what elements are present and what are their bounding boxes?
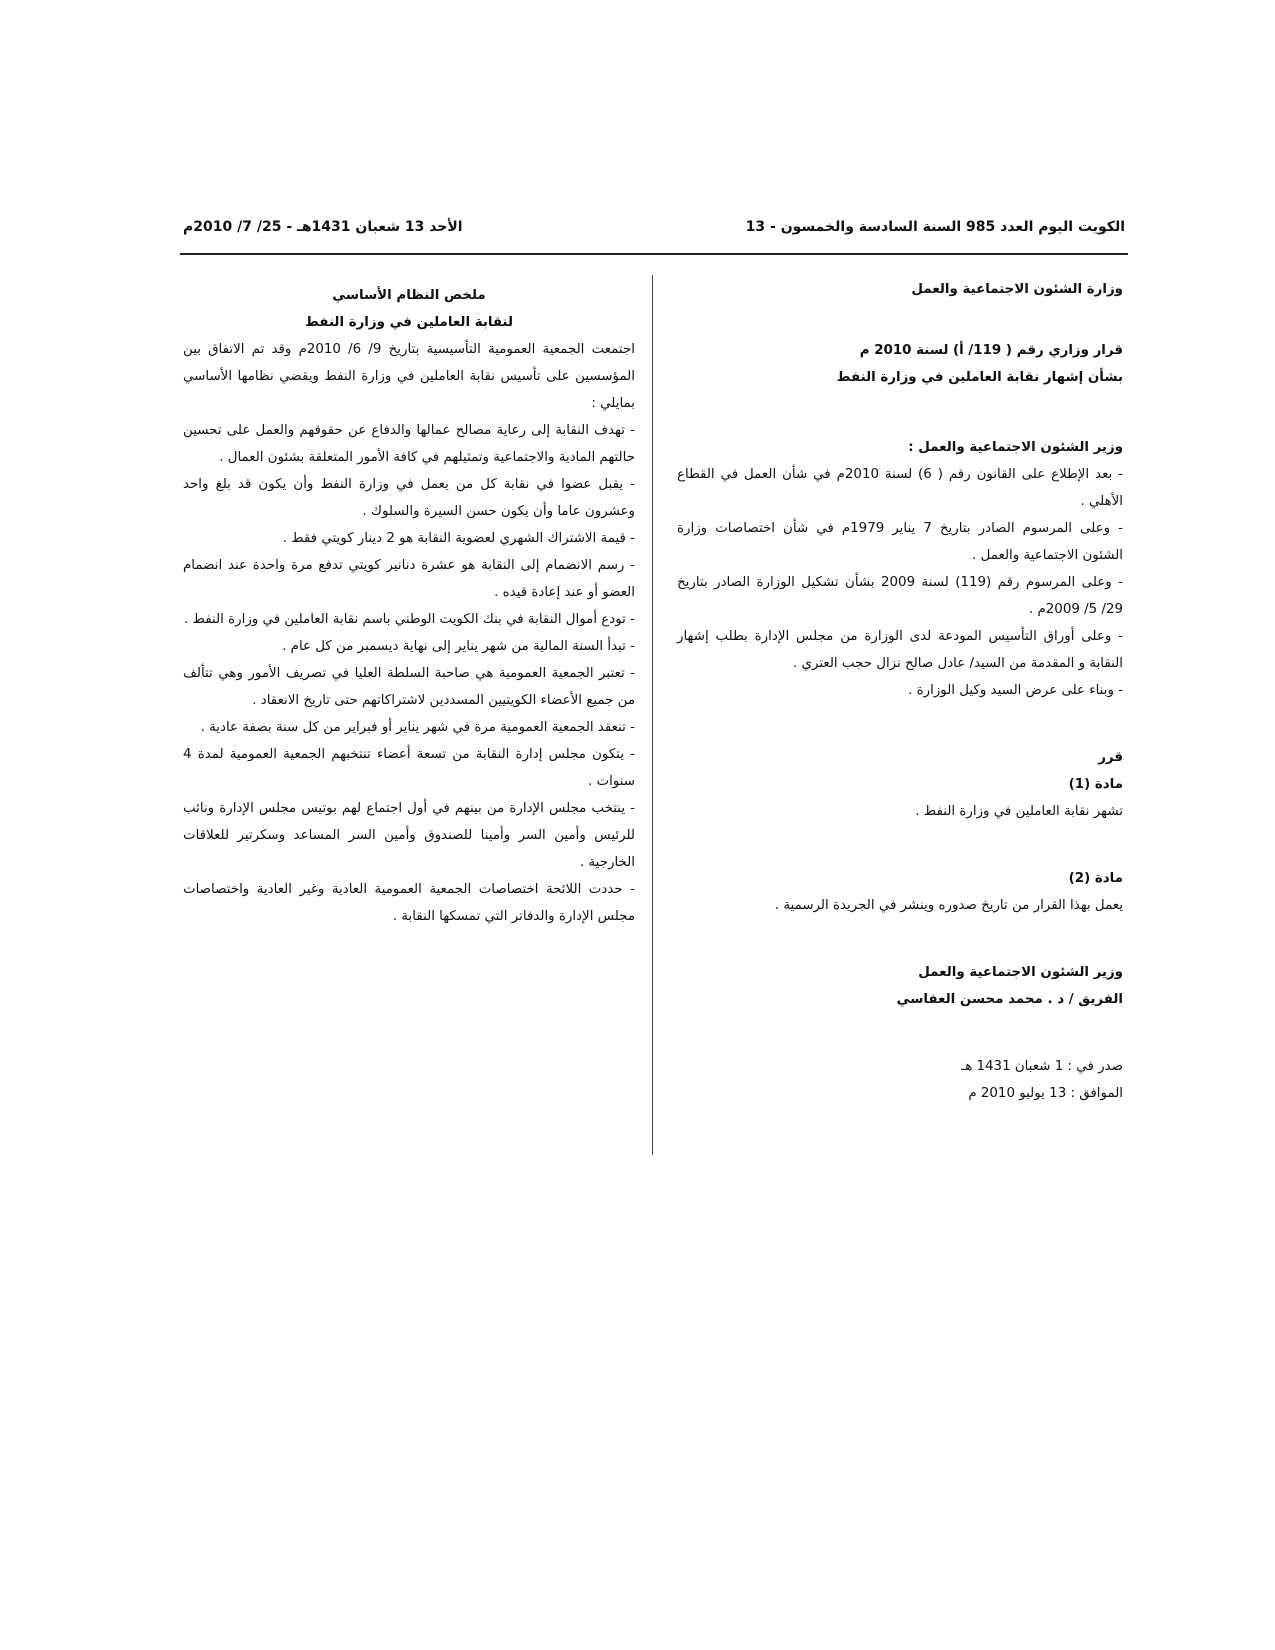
spacer	[677, 919, 1123, 959]
decision-subject: بشأن إشهار نقابة العاملين في وزارة النفط	[836, 370, 1123, 385]
summary-item: - تعتبر الجمعية العمومية هي صاحبة السلطة العليا في تصريف الأمور وهي تتألف من جميع الأعضاء الكويتيين المسددين لاشتراكاتهم حتى تاريخ الانعقاد .	[183, 666, 635, 708]
article-body: تشهر نقابة العاملين في وزارة النفط .	[915, 804, 1123, 819]
summary-item: - تبدأ السنة المالية من شهر يناير إلى نهاية ديسمبر من كل عام .	[282, 639, 635, 654]
spacer	[677, 825, 1123, 865]
summary-item: - تهدف النقابة إلى رعاية مصالح عمالها والدفاع عن حقوقهم والعمل على تحسين حالتهم المادية والاجتماعية وتمثيلهم في كافة الأمور المتعلقة بشئون العمال .	[183, 423, 635, 465]
summary-item: - تنعقد الجمعية العمومية مرة في شهر يناير أو فبراير من كل سنة بصفة عادية .	[200, 720, 635, 735]
summary-item: - يقبل عضوا في نقابة كل من يعمل في وزارة النفط وأن يكون قد بلغ واحد وعشرون عاما وأن يكون حسن السيرة والسلوك .	[183, 477, 635, 519]
summary-item: - تودع أموال النقابة في بنك الكويت الوطني باسم نقابة العاملين في وزارة النفط .	[184, 612, 635, 627]
preamble-item: - وعلى المرسوم الصادر بتاريخ 7 يناير 1979م في شأن اختصاصات وزارة الشئون الاجتماعية والعمل .	[677, 521, 1124, 563]
decision-title: قرار وزاري رقم ( 119/ أ) لسنة 2010 م	[859, 343, 1123, 358]
summary-title: ملخص النظام الأساسي	[332, 288, 486, 303]
summary-item: - يتكون مجلس إدارة النقابة من تسعة أعضاء تنتخبهم الجمعية العمومية لمدة 4 سنوات .	[183, 747, 635, 789]
decided-heading: قرر	[1098, 750, 1123, 765]
summary-item: - ينتخب مجلس الإدارة من بينهم في أول اجتماع لهم بوتيس مجلس الإدارة ونائب للرئيس وأمين السر وأمينا للصندوق وأمين السر المساعد وسكرتير للعلاقات الخارجية .	[183, 801, 635, 870]
minister-intro: وزير الشئون الاجتماعية والعمل :	[908, 440, 1123, 455]
article-title: مادة (2)	[1068, 871, 1123, 886]
statute-summary-column	[183, 282, 635, 930]
decision-column	[677, 276, 1123, 1107]
corresponding-date: الموافق : 13 يوليو 2010 م	[968, 1086, 1123, 1101]
preamble-item: - بعد الإطلاع على القانون رقم ( 6) لسنة 2010م في شأن العمل في القطاع الأهلي .	[677, 467, 1124, 509]
page-header	[183, 210, 1125, 244]
signature-name: الفريق / د . محمد محسن العفاسي	[896, 992, 1123, 1007]
article-title: مادة (1)	[1068, 777, 1123, 792]
spacer	[677, 1013, 1123, 1053]
summary-item: - رسم الانضمام إلى النقابة هو عشرة دنانير كويتي تدفع مرة واحدة عند انضمام العضو أو عند إعادة قيده .	[183, 558, 635, 600]
header-issue-info: الكويت اليوم العدد 985 السنة السادسة والخمسون - 13	[745, 219, 1125, 235]
preamble-item: - وعلى المرسوم رقم (119) لسنة 2009 بشأن تشكيل الوزارة الصادر بتاريخ 29/ 5/ 2009م .	[677, 575, 1123, 617]
ministry-name: وزارة الشئون الاجتماعية والعمل	[911, 282, 1123, 297]
summary-subtitle: لنقابة العاملين في وزارة النفط	[304, 315, 514, 330]
column-divider	[652, 275, 653, 1155]
preamble-item: - وبناء على عرض السيد وكيل الوزارة .	[908, 683, 1123, 698]
summary-item: - حددت اللائحة اختصاصات الجمعية العمومية العادية وغير العادية واختصاصات مجلس الإدارة والدفاتر التي تمسكها النقابة .	[183, 882, 635, 924]
header-divider	[180, 253, 1128, 255]
article-body: يعمل بهذا القرار من تاريخ صدوره وينشر في الجريدة الرسمية .	[774, 898, 1123, 913]
preamble-item: - وعلى أوراق التأسيس المودعة لدى الوزارة من مجلس الإدارة بطلب إشهار النقابة و المقدمة من السيد/ عادل صالح نزال حجب العتري .	[677, 629, 1123, 671]
summary-intro: اجتمعت الجمعية العمومية التأسيسية بتاريخ 9/ 6/ 2010م وقد تم الاتفاق بين المؤسسين على تأسيس نقابة العاملين في وزارة النفط ويقضي نظامها الأساسي بمايلي :	[183, 342, 635, 411]
header-date: الأحد 13 شعبان 1431هـ - 25/ 7/ 2010م	[183, 219, 463, 235]
issued-date: صدر في : 1 شعبان 1431 هـ	[961, 1059, 1123, 1074]
summary-item: - قيمة الاشتراك الشهري لعضوية النقابة هو 2 دينار كويتي فقط .	[282, 531, 635, 546]
signature-title: وزير الشئون الاجتماعية والعمل	[918, 965, 1123, 980]
